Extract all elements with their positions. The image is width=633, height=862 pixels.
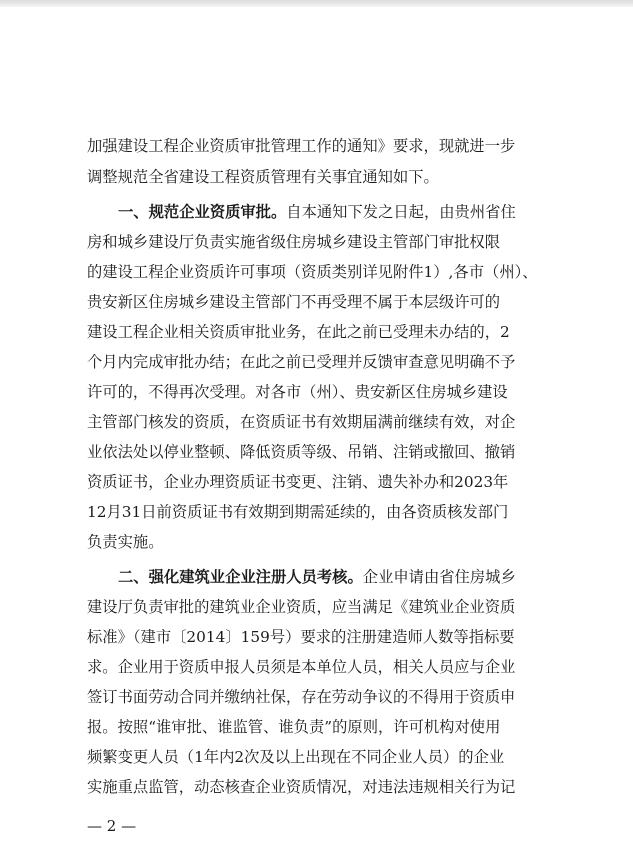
paragraph-1-first-line [87, 201, 516, 223]
text-line: 调整规范全省建设工程资质管理有关事宜通知如下。 [87, 168, 439, 186]
text-line: 自本通知下发之日起，由贵州省住 [286, 203, 516, 221]
paragraph-2-first-line [87, 566, 516, 588]
text-line: 许可的，不得再次受理。对各市（州）、贵安新区住房城乡建设 [87, 383, 508, 401]
text-line: 求。企业用于资质申报人员须是本单位人员，相关人员应与企业 [87, 658, 516, 676]
text-line: 负责实施。 [87, 533, 164, 551]
text-line: 企业申请由省住房城乡 [362, 568, 516, 586]
text-line: 12月31日前资质证书有效期到期需延续的，由各资质核发部门 [87, 503, 509, 521]
text-line: 房和城乡建设厅负责实施省级住房城乡建设主管部门审批权限 [87, 233, 501, 251]
text-line: 建设工程企业相关资质审批业务，在此之前已受理未办结的，2 [87, 323, 510, 341]
section-heading-1: 一、规范企业资质审批。 [118, 203, 287, 221]
page-top-edge [0, 0, 633, 7]
text-line: 资质证书，企业办理资质证书变更、注销、遗失补办和2023年 [87, 473, 509, 491]
text-line: 标准》（建市〔2014〕159号）要求的注册建造师人数等指标要 [87, 628, 515, 646]
page-number: — 2 — [87, 817, 137, 835]
text-line: 的建设工程企业资质许可事项（资质类别详见附件1）,各市（州）、 [87, 263, 538, 281]
text-line: 个月内完成审批办结；在此之前已受理并反馈审查意见明确不予 [87, 353, 516, 371]
text-line: 签订书面劳动合同并缴纳社保，存在劳动争议的不得用于资质申 [87, 688, 516, 706]
text-line: 加强建设工程企业资质审批管理工作的通知》要求，现就进一步 [87, 137, 516, 155]
text-line: 业依法处以停业整顿、降低资质等级、吊销、注销或撤回、撤销 [87, 443, 516, 461]
text-line: 贵安新区住房城乡建设主管部门不再受理不属于本层级许可的 [87, 293, 501, 311]
text-line: 实施重点监管，动态核查企业资质情况，对违法违规相关行为记 [87, 778, 516, 796]
text-line: 主管部门核发的资质，在资质证书有效期届满前继续有效，对企 [87, 413, 516, 431]
section-heading-2: 二、强化建筑业企业注册人员考核。 [118, 568, 363, 586]
text-line: 报。按照“谁审批、谁监管、谁负责”的原则，许可机构对使用 [87, 718, 501, 736]
text-line: 频繁变更人员（1年内2次及以上出现在不同企业人员）的企业 [87, 748, 505, 766]
text-line: 建设厅负责审批的建筑业企业资质，应当满足《建筑业企业资质 [87, 598, 516, 616]
